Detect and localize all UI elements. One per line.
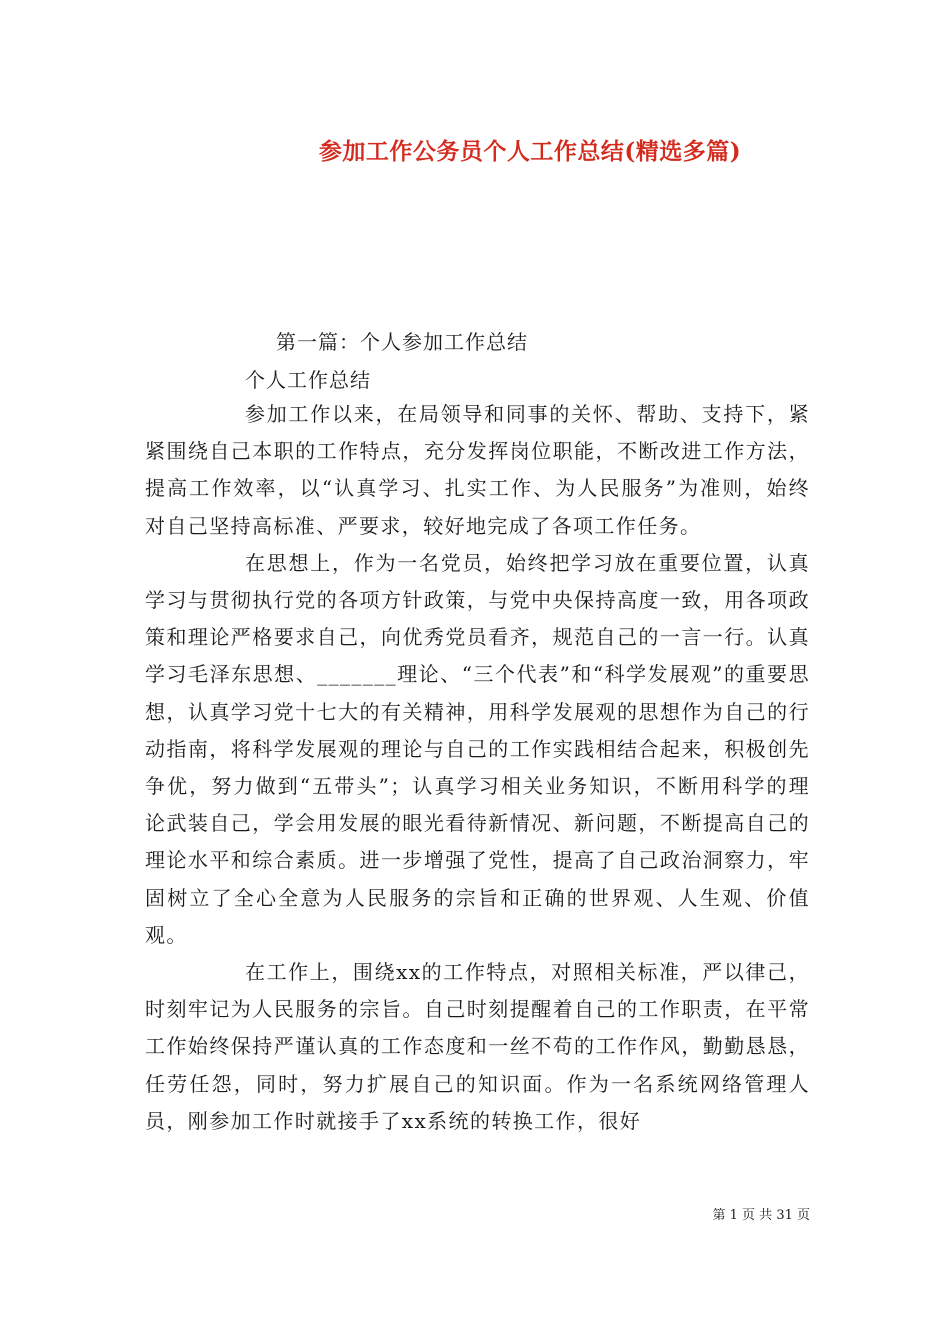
section-heading: 第一篇：个人参加工作总结 [276,330,528,354]
paragraph-2: 在思想上，作为一名党员，始终把学习放在重要位置，认真学习与贯彻执行党的各项方针政策，与党中央保持高度一致，用各项政策和理论严格要求自己，向优秀党员看齐，规范自己的一言一行。认真学习毛泽东思想、_______理论、“三个代表”和“科学发展观”的重要思想，认真学习党十七大的有关精神，用科学发展观的思想作为自己的行动指南，将科学发展观的理论与自己的工作实践相结合起来，积极创先争优，努力做到“五带头”；认真学习相关业务知识，不断用科学的理论武装自己，学会用发展的眼光看待新情况、新问题，不断提高自己的理论水平和综合素质。进一步增强了党性，提高了自己政治洞察力，牢固树立了全心全意为人民服务的宗旨和正确的世界观、人生观、价值观。 [145,550,810,947]
paragraph-1: 参加工作以来，在局领导和同事的关怀、帮助、支持下，紧紧围绕自己本职的工作特点，充分发挥岗位职能，不断改进工作方法，提高工作效率，以“认真学习、扎实工作、为人民服务”为准则，始终对自己坚持高标准、严要求，较好地完成了各项工作任务。 [145,402,810,538]
document-title: 参加工作公务员个人工作总结(精选多篇) [318,138,742,165]
paragraph-3: 在工作上，围绕xx的工作特点，对照相关标准，严以律己，时刻牢记为人民服务的宗旨。自己时刻提醒着自己的工作职责，在平常工作始终保持严谨认真的工作态度和一丝不苟的工作作风，勤勤恳恳，任劳任怨，同时，努力扩展自己的知识面。作为一名系统网络管理人员，刚参加工作时就接手了xx系统的转换工作，很好 [145,960,810,1133]
page-footer: 第 1 页 共 31 页 [712,1208,810,1223]
subheading: 个人工作总结 [245,368,371,392]
body-text [145,396,810,1140]
